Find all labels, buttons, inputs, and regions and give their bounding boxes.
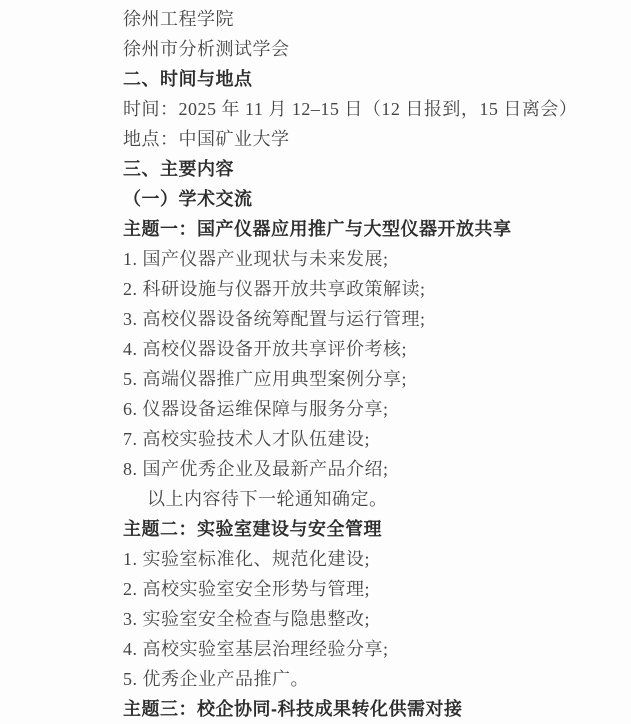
topic-one-item-3: 3. 高校仪器设备统筹配置与运行管理;	[123, 309, 426, 329]
organizer-line-analysis-society: 徐州市分析测试学会	[123, 39, 290, 59]
topic-one-item-1: 1. 国产仪器产业现状与未来发展;	[123, 249, 389, 269]
section-heading-main-content: 三、主要内容	[123, 159, 234, 179]
topic-one-item-5: 5. 高端仪器推广应用典型案例分享;	[123, 369, 407, 389]
topic-one-note: 以上内容待下一轮通知确定。	[147, 489, 388, 509]
topic-two-item-5: 5. 优秀企业产品推广。	[123, 669, 309, 689]
topic-two-item-3: 3. 实验室安全检查与隐患整改;	[123, 609, 370, 629]
section-heading-time-location: 二、时间与地点	[123, 69, 253, 89]
topic-one-heading: 主题一：国产仪器应用推广与大型仪器开放共享	[123, 219, 512, 239]
subsection-heading-academic-exchange: （一）学术交流	[123, 189, 253, 209]
location-line: 地点：中国矿业大学	[123, 129, 290, 149]
topic-one-item-8: 8. 国产优秀企业及最新产品介绍;	[123, 459, 389, 479]
topic-two-item-2: 2. 高校实验室安全形势与管理;	[123, 579, 370, 599]
topic-one-item-7: 7. 高校实验技术人才队伍建设;	[123, 429, 370, 449]
topic-two-heading: 主题二：实验室建设与安全管理	[123, 519, 382, 539]
topic-one-item-4: 4. 高校仪器设备开放共享评价考核;	[123, 339, 407, 359]
topic-one-item-2: 2. 科研设施与仪器开放共享政策解读;	[123, 279, 426, 299]
topic-one-item-6: 6. 仪器设备运维保障与服务分享;	[123, 399, 389, 419]
time-line: 时间：2025 年 11 月 12–15 日（12 日报到，15 日离会）	[123, 99, 578, 119]
topic-three-heading: 主题三：校企协同-科技成果转化供需对接	[123, 699, 463, 719]
organizer-line-xuzhou-institute: 徐州工程学院	[123, 9, 234, 29]
topic-two-item-4: 4. 高校实验室基层治理经验分享;	[123, 639, 389, 659]
topic-two-item-1: 1. 实验室标准化、规范化建设;	[123, 549, 370, 569]
